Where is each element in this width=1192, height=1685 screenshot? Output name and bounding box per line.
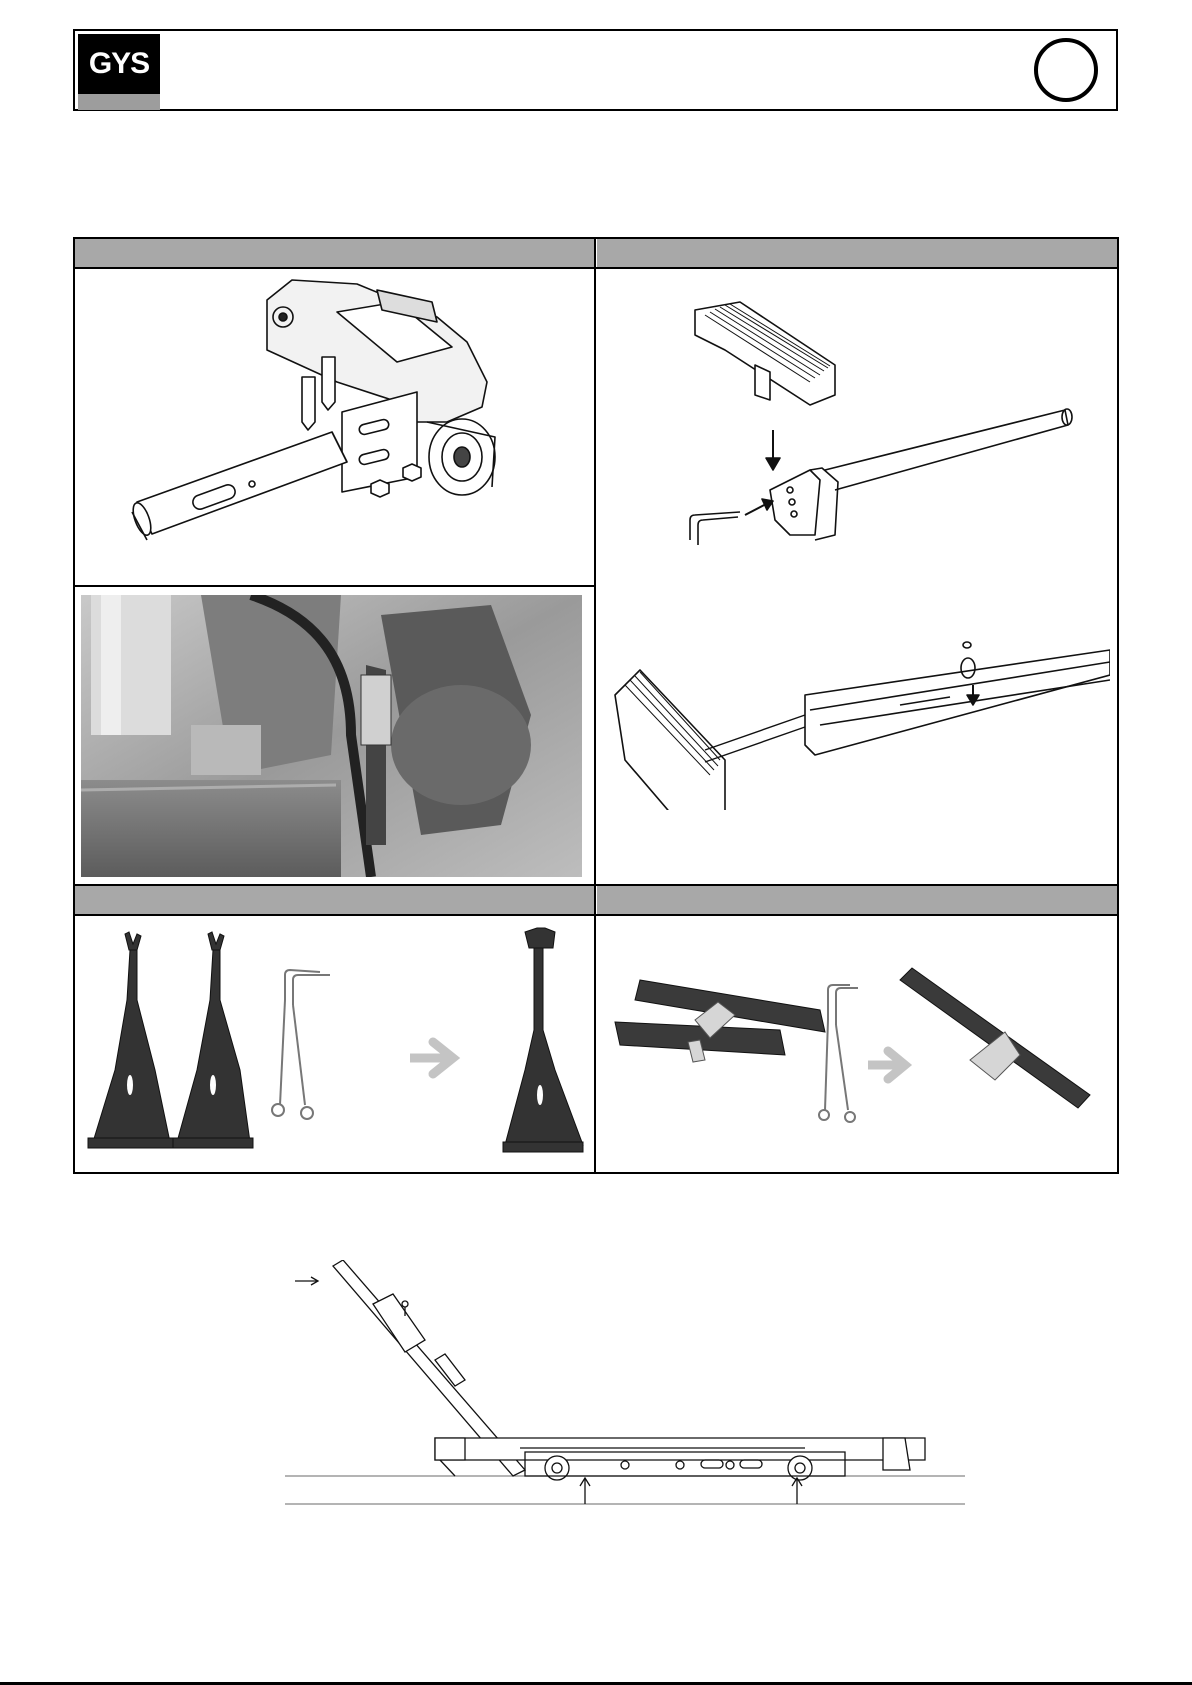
language-circle-icon [1034, 38, 1098, 102]
logo-text: GYS [78, 34, 160, 94]
section-band-top-right [597, 239, 1117, 267]
section-band-mid-left [75, 886, 595, 915]
grid-divider-vertical [594, 237, 596, 1174]
mounted-arm-photo [81, 595, 582, 877]
grid-line-band1-bottom [73, 267, 1119, 269]
foot-rests-drawing [610, 960, 1110, 1135]
grid-line-band2-top [73, 884, 1119, 886]
side-view-drawing [285, 1260, 965, 1510]
section-band-mid-right [597, 886, 1117, 915]
axle-stands-drawing [85, 920, 590, 1165]
document-header [73, 29, 1118, 111]
logo-bar [78, 94, 160, 110]
grid-line-band2-bottom [73, 914, 1119, 916]
gys-logo [78, 34, 160, 110]
tow-bar-assembly-drawing [97, 272, 577, 584]
pedal-assembly-drawing [610, 290, 1110, 810]
section-band-top-left [75, 239, 595, 267]
grid-line-left-mid [73, 585, 596, 587]
